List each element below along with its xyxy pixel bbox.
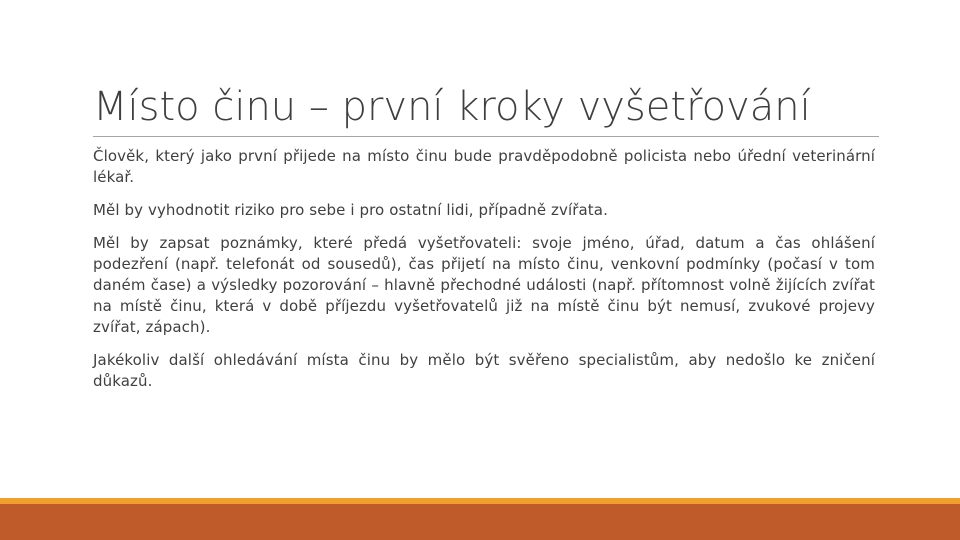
slide-title: Místo činu – první kroky vyšetřování xyxy=(93,84,811,130)
paragraph-first-responder: Člověk, který jako první přijede na místo činu bude pravděpodobně policista nebo úřední veterinární lékař. xyxy=(93,147,875,186)
paragraph-risk-assessment: Měl by vyhodnotit riziko pro sebe i pro ostatní lidi, případně zvířata. xyxy=(93,201,608,219)
paragraph-notes: Měl by zapsat poznámky, které předá vyšetřovateli: svoje jméno, úřad, datum a čas ohlášení podezření (např. telefonát od sousedů), čas přijetí na místo činu, venkovní podmínky (počasí v tom daném čase) a výsledky pozorování – hlavně přechodné události (např. přítomnost volně žijících zvířat na místě činu, která v době příjezdu vyšetřovatelů již na místě činu být nemusí, zvukové projevy zvířat, zápach). xyxy=(93,234,875,336)
footer-accent-band-dark xyxy=(0,504,960,540)
paragraph-specialists: Jakékoliv další ohledávání místa činu by mělo být svěřeno specialistům, aby nedošlo ke zničení důkazů. xyxy=(93,351,875,390)
title-divider xyxy=(93,136,879,137)
slide-body xyxy=(93,146,875,404)
